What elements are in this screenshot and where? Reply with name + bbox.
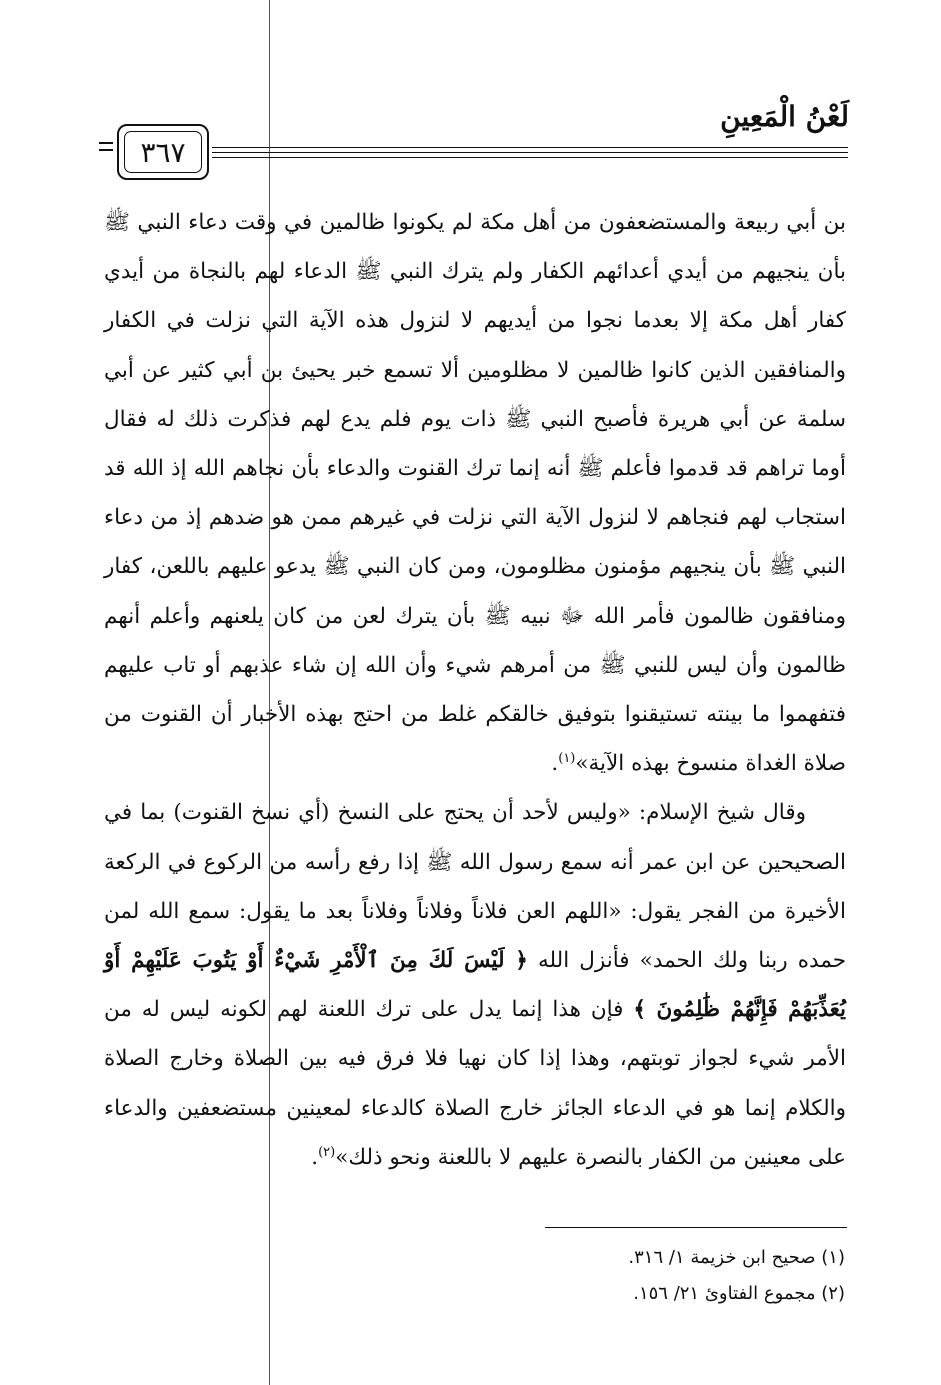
header-rule [212,147,848,148]
paragraph-2-rest: فإن هذا إنما يدل على ترك اللعنة لهم لكونه ليس له من الأمر شيء لجواز توبتهم، وهذا إذا كان نهيا فلا فرق فيه بين الصلاة وخارج الصلاة والكلام إنما هو في الدعاء الجائز خارج الصلاة كالدعاء لمعينين مستضعفين والدعاء على معينين من الكفار بالنصرة عليهم لا باللعنة ونحو ذلك» [104,997,846,1170]
footnote-1: (١) صحيح ابن خزيمة ١/ ٣١٦. [628,1247,845,1268]
footnote-2: (٢) مجموع الفتاوئ ٢١/ ١٥٦. [633,1283,845,1304]
page-number: ٣٦٧ [124,131,202,173]
running-title: لَعْنُ الْمَعِينِ [720,100,849,133]
header-rule [212,152,848,153]
main-text [104,198,846,1182]
end-dot: . [311,1144,319,1170]
header-rule-end [99,142,113,151]
footnote-separator [545,1227,847,1228]
end-dot: . [551,751,559,777]
paragraph-2 [104,788,846,1182]
footnote-ref-2: (٢) [318,1144,336,1160]
paragraph-1-text: بن أبي ربيعة والمستضعفون من أهل مكة لم يكونوا ظالمين في وقت دعاء النبي ﷺ بأن ينجيهم من أيدي أعدائهم الكفار ولم يترك النبي ﷺ الدعاء لهم بالنجاة من أيدي كفار أهل مكة إلا بعدما نجوا من أيديهم لا لنزول هذه الآية التي نزلت في الكفار والمنافقين الذين كانوا ظالمين لا مظلومين ألا تسمع خبر يحيئ بن أبي كثير عن أبي سلمة عن أبي هريرة فأصبح النبي ﷺ ذات يوم فلم يدع لهم فذكرت ذلك له فقال أوما تراهم قد قدموا فأعلم ﷺ أنه إنما ترك القنوت والدعاء بأن نجاهم الله إذ الله قد استجاب لهم فنجاهم لا لنزول الآية التي نزلت في غيرهم ممن هو ضدهم إذ من دعاء النبي ﷺ بأن ينجيهم مؤمنون مظلومون، ومن كان النبي ﷺ يدعو عليهم باللعن، كفار ومنافقون ظالمون فأمر الله ﷻ نبيه ﷺ بأن يترك لعن من كان يلعنهم وأعلم أنهم ظالمون وأن ليس للنبي ﷺ من أمرهم شيء وأن الله إن شاء عذبهم أو تاب عليهم فتفهموا ما بينته تستيقنوا بتوفيق خالقكم غلط من احتج بهذه الأخبار أن القنوت من صلاة الغداة منسوخ بهذه الآية» [104,210,846,777]
paragraph-1 [104,198,846,788]
quran-verse: ﴿ لَيْسَ لَكَ مِنَ ٱلْأَمْرِ شَيْءٌ أَوْ يَتُوبَ عَلَيْهِمْ أَوْ يُعَذِّبَهُمْ فَإِنَّهُمْ ظَٰلِمُونَ ﴾ [104,948,846,1023]
footnote-ref-1: (١) [558,751,576,767]
page-number-frame [117,124,209,180]
footnotes [300,1240,845,1312]
header-rule [212,157,848,158]
paragraph-2-text: وقال شيخ الإسلام: «وليس لأحد أن يحتج على النسخ (أي نسخ القنوت) بما في الصحيحين عن ابن عمر أنه سمع رسول الله ﷺ إذا رفع رأسه من الركوع في الركعة الأخيرة من الفجر يقول: «اللهم العن فلاناً وفلاناً وفلاناً بعد ما يقول: سمع الله لمن حمده ربنا ولك الحمد» فأنزل الله [104,800,846,974]
